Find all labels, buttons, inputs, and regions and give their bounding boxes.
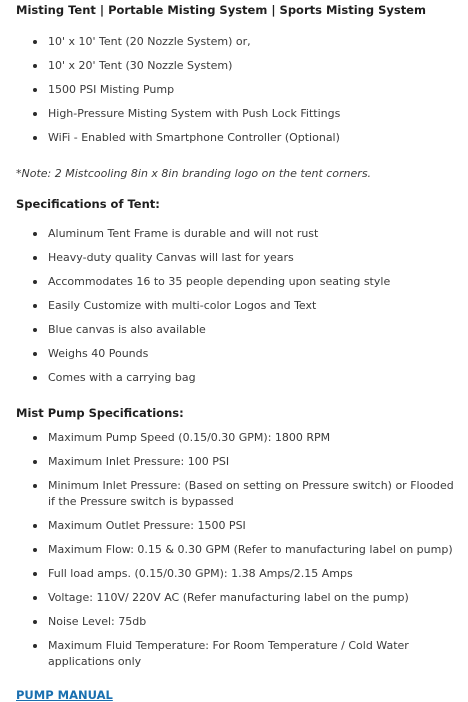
list-item (16, 274, 462, 290)
pump-specs-list (16, 430, 462, 678)
tent-logo-note: *Note: 2 Mistcooling 8in x 8in branding logo on the tent corners. (16, 167, 372, 180)
bullet-icon (33, 136, 37, 140)
bullet-icon (33, 436, 37, 440)
list-item (16, 106, 462, 122)
bullet-icon (33, 232, 37, 236)
list-item-text: Easily Customize with multi-color Logos and Text (48, 299, 317, 312)
list-item-text: 1500 PSI Misting Pump (48, 83, 175, 96)
list-item (16, 454, 462, 470)
list-item-text: Maximum Flow: 0.15 & 0.30 GPM (Refer to manufacturing label on pump) (48, 543, 453, 556)
list-item (16, 298, 462, 314)
tent-specs-list (16, 226, 462, 394)
list-item (16, 370, 462, 386)
bullet-icon (33, 376, 37, 380)
list-item-text: 10' x 10' Tent (20 Nozzle System) or, (48, 35, 251, 48)
list-item-text: Maximum Pump Speed (0.15/0.30 GPM): 1800 RPM (48, 431, 331, 444)
list-item (16, 58, 462, 74)
bullet-icon (33, 64, 37, 68)
list-item (16, 322, 462, 338)
list-item (16, 590, 462, 606)
bullet-icon (33, 112, 37, 116)
list-item (16, 478, 462, 510)
list-item-text: Maximum Fluid Temperature: For Room Temperature / Cold Water applications only (48, 639, 409, 668)
bullet-icon (33, 596, 37, 600)
bullet-icon (33, 40, 37, 44)
pump-manual-link[interactable]: PUMP MANUAL (16, 688, 113, 702)
list-item (16, 346, 462, 362)
list-item (16, 518, 462, 534)
list-item-text: Comes with a carrying bag (48, 371, 196, 384)
tent-specs-heading: Specifications of Tent: (16, 197, 160, 211)
list-item-text: Weighs 40 Pounds (48, 347, 149, 360)
bullet-icon (33, 88, 37, 92)
list-item (16, 638, 462, 670)
pump-specs-heading: Mist Pump Specifications: (16, 406, 184, 420)
bullet-icon (33, 304, 37, 308)
list-item-text: Noise Level: 75db (48, 615, 147, 628)
bullet-icon (33, 548, 37, 552)
list-item-text: Full load amps. (0.15/0.30 GPM): 1.38 Amps/2.15 Amps (48, 567, 353, 580)
list-item (16, 226, 462, 242)
list-item-text: 10' x 20' Tent (30 Nozzle System) (48, 59, 233, 72)
list-item-text: Heavy-duty quality Canvas will last for years (48, 251, 294, 264)
list-item (16, 542, 462, 558)
list-item-text: High-Pressure Misting System with Push Lock Fittings (48, 107, 341, 120)
bullet-icon (33, 644, 37, 648)
list-item-text: Accommodates 16 to 35 people depending upon seating style (48, 275, 391, 288)
list-item (16, 614, 462, 630)
list-item-text: Minimum Inlet Pressure: (Based on setting on Pressure switch) or Flooded if the Pressure switch is bypassed (48, 479, 454, 508)
bullet-icon (33, 460, 37, 464)
page-title: Misting Tent | Portable Misting System | Sports Misting System (16, 3, 426, 17)
list-item-text: Aluminum Tent Frame is durable and will not rust (48, 227, 319, 240)
bullet-icon (33, 256, 37, 260)
list-item (16, 250, 462, 266)
list-item-text: Blue canvas is also available (48, 323, 206, 336)
intro-list (16, 34, 462, 154)
list-item (16, 130, 462, 146)
list-item-text: WiFi - Enabled with Smartphone Controller (Optional) (48, 131, 340, 144)
list-item (16, 430, 462, 446)
list-item (16, 34, 462, 50)
bullet-icon (33, 328, 37, 332)
bullet-icon (33, 572, 37, 576)
bullet-icon (33, 620, 37, 624)
bullet-icon (33, 524, 37, 528)
bullet-icon (33, 352, 37, 356)
list-item-text: Voltage: 110V/ 220V AC (Refer manufacturing label on the pump) (48, 591, 409, 604)
list-item (16, 82, 462, 98)
list-item-text: Maximum Inlet Pressure: 100 PSI (48, 455, 230, 468)
list-item (16, 566, 462, 582)
bullet-icon (33, 484, 37, 488)
list-item-text: Maximum Outlet Pressure: 1500 PSI (48, 519, 246, 532)
bullet-icon (33, 280, 37, 284)
